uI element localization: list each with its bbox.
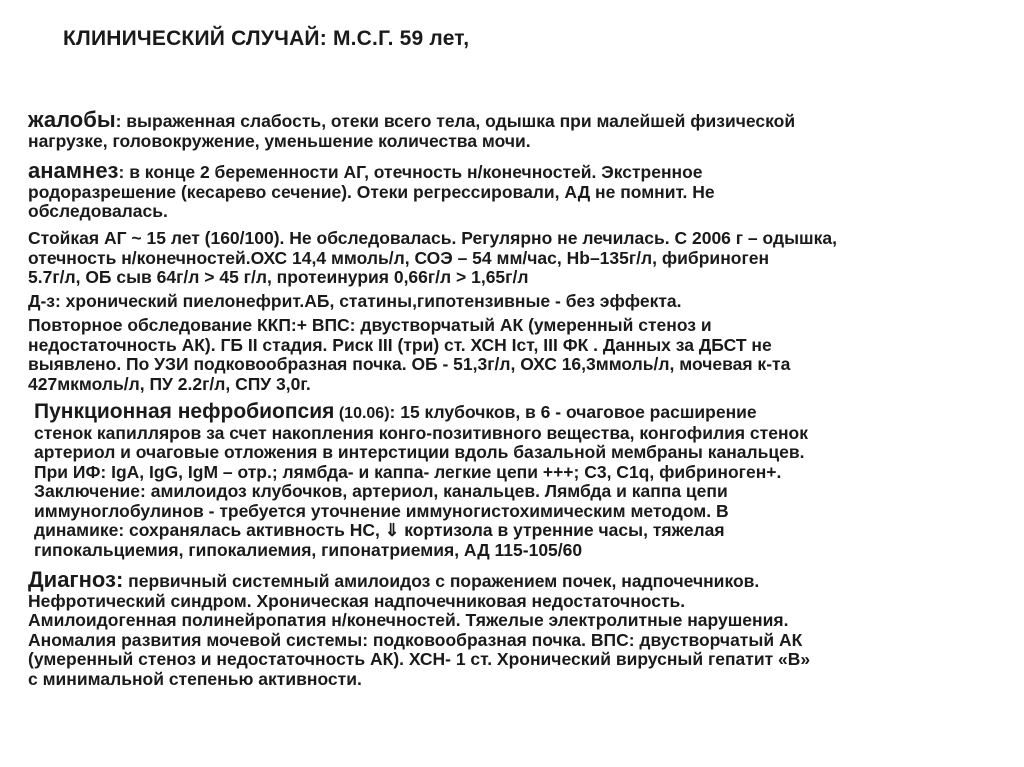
anamnesis-line: : в конце 2 беременности АГ, отечность н/конечностей. Экстренное (118, 162, 703, 182)
biopsy-line: При ИФ: IgA, IgG, IgM – отр.; лямбда- и каппа- легкие цепи +++; С3, С1q, фибриноген+. (34, 461, 782, 482)
biopsy-line: иммуноглобулинов - требуется уточнение иммуногистохимическим методом. В (34, 500, 729, 521)
complaints-line: нагрузке, головокружение, уменьшение количества мочи. (28, 130, 531, 151)
diagnosis-line: первичный системный амилоидоз с поражением почек, надпочечников. (123, 571, 760, 591)
diagnosis-label: Диагноз: (28, 567, 124, 592)
complaints-paragraph (28, 107, 1024, 151)
hypertension-line: Стойкая АГ ~ 15 лет (160/100). Не обследовалась. Регулярно не лечилась. С 2006 г – одышка, (28, 228, 837, 248)
anamnesis-paragraph (28, 158, 1024, 222)
previous-diagnosis-paragraph (28, 292, 1024, 312)
previous-diagnosis-line: Д-з: хронический пиелонефрит.АБ, статины,гипотензивные - без эффекта. (28, 291, 682, 311)
slide-title: КЛИНИЧЕСКИЙ СЛУЧАЙ: М.С.Г. 59 лет, (63, 27, 470, 50)
diagnosis-line: (умеренный стеноз и недостаточность АК). ХСН- 1 ст. Хронический вирусный гепатит «В» (28, 649, 811, 669)
diagnosis-line: Амилоидогенная полинейропатия н/конечностей. Тяжелые электролитные нарушения. (28, 610, 789, 630)
repeat-exam-line: недостаточность АК). ГБ II стадия. Риск III (три) ст. ХСН Iст, III ФК . Данных за ДБСТ не (28, 334, 772, 355)
biopsy-line: Заключение: амилоидоз клубочков, артериол, канальцев. Лямбда и каппа цепи (34, 481, 728, 501)
repeat-exam-line: Повторное обследование ККП:+ ВПС: двустворчатый АК (умеренный стеноз и (28, 315, 712, 335)
biopsy-line: : 15 клубочков, в 6 - очаговое расширение (389, 402, 757, 422)
diagnosis-line: Нефротический синдром. Хроническая надпочечниковая недостаточность. (28, 590, 686, 611)
biopsy-line: стенок капилляров за счет накопления конго-позитивного вещества, конгофилия стенок (34, 422, 808, 443)
biopsy-line: гипокальциемия, гипокалиемия, гипонатриемия, АД 115-105/60 (34, 539, 583, 560)
repeat-exam-paragraph (28, 316, 1024, 394)
diagnosis-line: с минимальной степенью активности. (28, 668, 362, 689)
biopsy-line: артериол и очаговые отложения в интерстиции вдоль базальной мембраны канальцев. (34, 442, 805, 462)
biopsy-paragraph (34, 402, 1024, 560)
biopsy-label: Пункционная нефробиопсия (34, 400, 335, 423)
complaints-label: жалобы (28, 107, 116, 132)
hypertension-line: отечность н/конечностей.ОХС 14,4 ммоль/л, СОЭ – 54 мм/час, Hb–135г/л, фибриноген (28, 247, 770, 268)
hypertension-line: 5.7г/л, ОБ сыв 64г/л > 45 г/л, протеинурия 0,66г/л > 1,65г/л (28, 267, 529, 287)
repeat-exam-line: 427мкмоль/л, ПУ 2.2г/л, СПУ 3,0г. (28, 373, 311, 394)
biopsy-line: динамике: сохранялась активность НС, ⇓ кортизола в утренние часы, тяжелая (34, 520, 725, 540)
diagnosis-paragraph (28, 567, 1024, 689)
biopsy-date: (10.06) (334, 405, 390, 422)
anamnesis-line: родоразрешение (кесарево сечение). Отеки регрессировали, АД не помнит. Не (28, 181, 715, 202)
anamnesis-line: обследовалась. (28, 201, 168, 221)
repeat-exam-line: выявлено. По УЗИ подковообразная почка. ОБ - 51,3г/л, ОХС 16,3ммоль/л, мочевая к-та (28, 354, 791, 374)
diagnosis-line: Аномалия развития мочевой системы: подковообразная почка. ВПС: двустворчатый АК (28, 629, 803, 650)
complaints-line: : выраженная слабость, отеки всего тела, одышка при малейшей физической (115, 111, 796, 131)
anamnesis-label: анамнез (28, 158, 119, 183)
hypertension-paragraph (28, 229, 1024, 288)
